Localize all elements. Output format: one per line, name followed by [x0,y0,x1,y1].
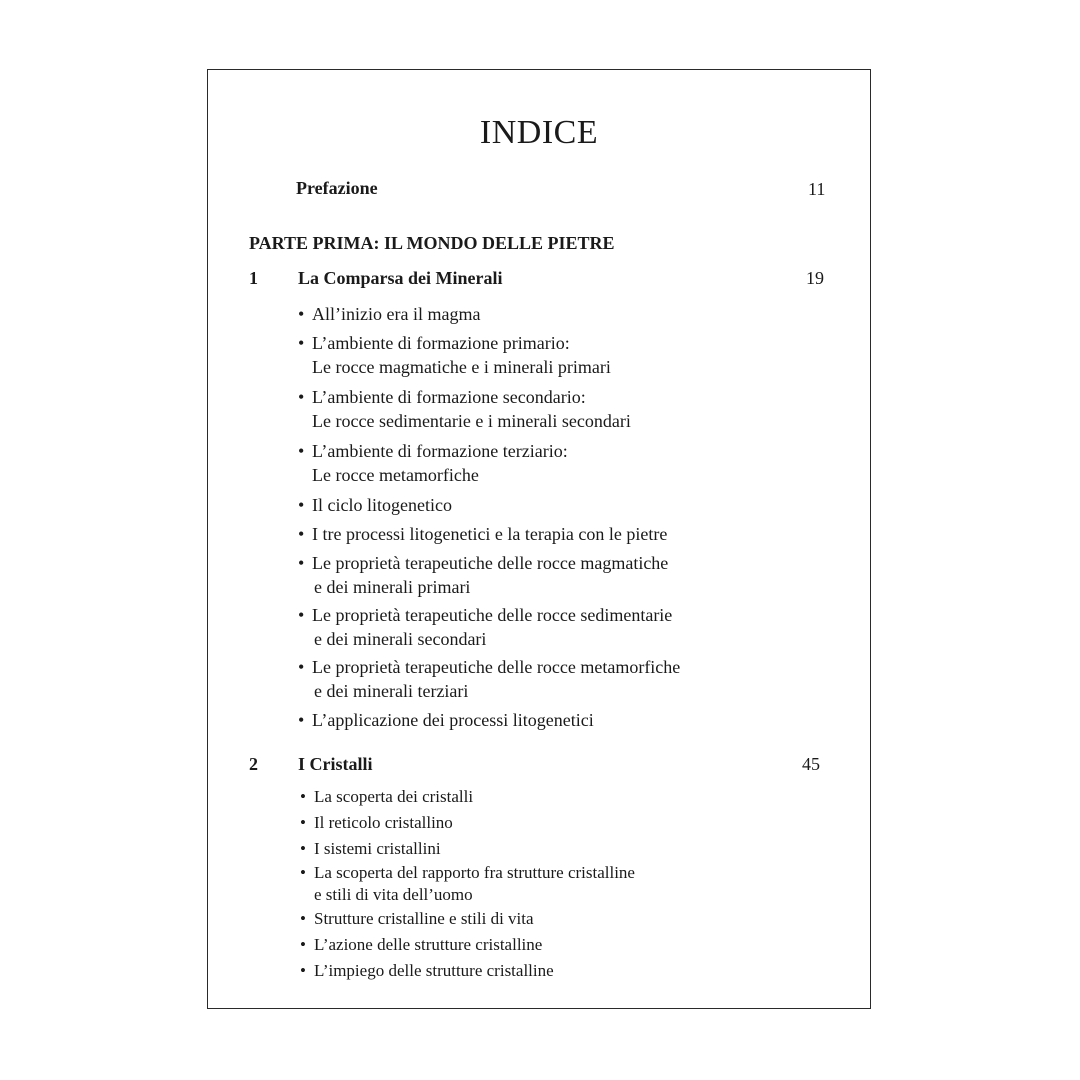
preface-page-number: 11 [808,179,826,199]
book-page [207,69,871,1009]
bullet-icon: • [298,657,305,677]
toc-entry: • L’applicazione dei processi litogenetici [298,710,594,730]
chapter-title: I Cristalli [298,754,373,774]
bullet-icon: • [300,935,306,954]
toc-entry: • I tre processi litogenetici e la terapia con le pietre [298,524,668,544]
toc-entry: • L’ambiente di formazione secondario: Le rocce sedimentarie e i minerali secondari [298,387,631,431]
bullet-icon: • [298,605,305,625]
bullet-icon: • [298,387,305,407]
bullet-icon: • [298,441,305,461]
toc-entry: • L’azione delle strutture cristalline [300,935,543,954]
toc-entry: • L’impiego delle strutture cristalline [300,961,554,980]
toc-entry: • Le proprietà terapeutiche delle rocce sedimentarie e dei minerali secondari [298,605,673,649]
bullet-icon: • [300,787,306,806]
toc-entry: • Il ciclo litogenetico [298,495,452,515]
part-heading: PARTE PRIMA: IL MONDO DELLE PIETRE [249,233,615,253]
toc-entry: • Il reticolo cristallino [300,813,453,832]
chapter-title: La Comparsa dei Minerali [298,268,503,288]
page-title: INDICE [479,114,599,151]
toc-entry: • Le proprietà terapeutiche delle rocce metamorfiche e dei minerali terziari [298,657,681,701]
toc-entry: • La scoperta del rapporto fra strutture cristalline e stili di vita dell’uomo [300,863,635,904]
bullet-icon: • [300,813,306,832]
bullet-icon: • [300,839,306,858]
bullet-icon: • [300,863,306,882]
chapter-page-number: 45 [802,754,820,774]
toc-entry: • All’inizio era il magma [298,304,481,324]
toc-entry: • I sistemi cristallini [300,839,441,858]
bullet-icon: • [298,710,305,730]
toc-entry: • L’ambiente di formazione terziario: Le rocce metamorfiche [298,441,568,485]
toc-entry: • La scoperta dei cristalli [300,787,474,806]
chapter-number: 1 [249,268,258,288]
preface-label: Prefazione [296,178,378,198]
toc-entry: • Le proprietà terapeutiche delle rocce magmatiche e dei minerali primari [298,553,669,597]
bullet-icon: • [298,553,305,573]
bullet-icon: • [298,304,305,324]
bullet-icon: • [298,333,305,353]
toc-entry: • L’ambiente di formazione primario: Le rocce magmatiche e i minerali primari [298,333,611,377]
chapter-number: 2 [249,754,258,774]
bullet-icon: • [298,524,305,544]
bullet-icon: • [298,495,305,515]
chapter-page-number: 19 [806,268,824,288]
toc-entry: • Strutture cristalline e stili di vita [300,909,534,928]
bullet-icon: • [300,909,306,928]
bullet-icon: • [300,961,306,980]
